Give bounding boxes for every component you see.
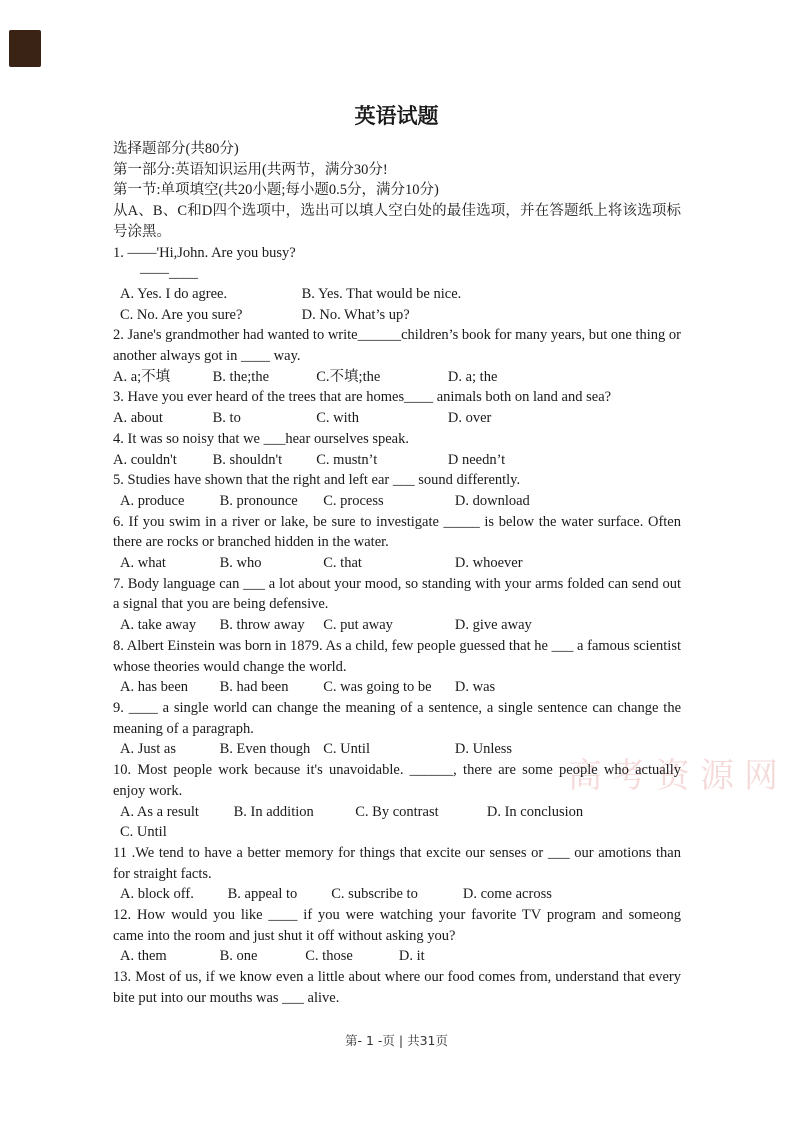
question-3	[113, 387, 681, 428]
question-stem: 2. Jane's grandmother had wanted to write______children’s book for many years, but one thing or another always got in ____ way.	[113, 327, 681, 365]
section-instructions: 从A、B、C和D四个选项中，选出可以填人空白处的最佳选项，并在答题纸上将该选项标号涂黑。	[113, 203, 681, 240]
option-a: A. produce	[120, 492, 185, 509]
option-row	[113, 408, 681, 429]
option-row	[113, 615, 681, 636]
option-b: B. throw away	[219, 617, 305, 634]
question-1	[113, 243, 681, 326]
option-d: D. it	[398, 948, 425, 965]
page-footer: 第- 1 -页 | 共31页	[345, 1033, 448, 1048]
option-d: D. come across	[462, 886, 552, 903]
option-a: A. about	[113, 410, 163, 427]
option-b: B. In addition	[233, 803, 314, 820]
option-c: C. Until	[323, 741, 370, 758]
page-title: 英语试题	[354, 104, 439, 128]
option-d: D. a; the	[447, 368, 498, 385]
option-b: B. Yes. That would be nice.	[301, 285, 462, 302]
option-b: B. shouldn't	[212, 451, 283, 468]
option-c: C. No. Are you sure?	[120, 306, 243, 323]
corner-stamp	[9, 30, 41, 67]
option-b: B. who	[219, 555, 262, 572]
option-c: C. that	[323, 555, 362, 572]
option-b: B. had been	[219, 679, 289, 696]
option-d: D. give away	[454, 617, 532, 634]
option-d: D. was	[454, 679, 496, 696]
option-row	[113, 305, 681, 326]
option-c: C. process	[323, 492, 384, 509]
question-stem: 8. Albert Einstein was born in 1879. As a child, few people guessed that he ___ a famous scientist whose theories would change the world.	[113, 637, 681, 675]
option-b: B. to	[212, 410, 241, 427]
section-heading-cloze: 第一节:单项填空(共20小题;每小题0.5分，满分10分)	[113, 182, 439, 199]
question-stem: 10. Most people work because it's unavoidable. ______, there are some people who actually enjoy work.	[113, 762, 681, 799]
option-c: C. put away	[323, 617, 393, 634]
question-10	[113, 760, 681, 843]
question-stem: 12. How would you like ____ if you were watching your favorite TV program and someong came into the room and just shut it off without asking you?	[113, 907, 681, 944]
question-2	[113, 325, 681, 387]
option-row	[113, 553, 681, 574]
option-b: B. one	[219, 948, 258, 965]
question-11	[113, 843, 681, 905]
option-a: A. what	[120, 555, 166, 572]
option-row	[113, 450, 681, 471]
option-b: B. pronounce	[219, 492, 298, 509]
option-c: C. mustn’t	[316, 451, 378, 468]
question-8	[113, 636, 681, 698]
question-stem: 13. Most of us, if we know even a little about where our food comes from, understand that every bite put into our mouths was ___ alive.	[113, 969, 681, 1006]
question-9	[113, 698, 681, 760]
option-d: D. No. What’s up?	[301, 306, 410, 323]
option-a: A. Yes. I do agree.	[120, 285, 228, 302]
question-stem: 4. It was so noisy that we ___hear ourselves speak.	[113, 430, 409, 447]
option-d: D. In conclusion	[486, 803, 584, 820]
option-a: A. As a result	[120, 803, 199, 820]
option-d: D. over	[447, 410, 492, 427]
option-a: A. block off.	[120, 886, 194, 903]
question-7	[113, 574, 681, 636]
question-stem: 6. If you swim in a river or lake, be sure to investigate _____ is below the water surface. Often there are rocks or branched hidden in the water.	[113, 513, 681, 551]
option-row	[113, 802, 681, 823]
option-d: D. download	[454, 492, 530, 509]
question-stem: 7. Body language can ___ a lot about your mood, so standing with your arms folded can send out a signal that you are being defensive.	[113, 575, 681, 613]
section-heading-part-one: 第一部分:英语知识运用(共两节，满分30分!	[113, 161, 388, 178]
question-stem: 1. ——'Hi,John. Are you busy?	[113, 244, 296, 261]
question-stem: 11 .We tend to have a better memory for things that excite our senses or ___ our amotions than for straight facts.	[113, 844, 681, 882]
option-row	[113, 946, 681, 967]
option-c: C.不填;the	[316, 368, 381, 385]
option-a: A. a;不填	[113, 368, 171, 385]
option-a: A. has been	[120, 679, 189, 696]
option-row	[113, 677, 681, 698]
option-c: C. was going to be	[323, 679, 432, 696]
question-6	[113, 512, 681, 574]
option-row	[113, 884, 681, 905]
question-4	[113, 429, 681, 470]
option-row	[113, 491, 681, 512]
option-c: C. those	[305, 948, 353, 965]
option-c-stray: C. Until	[120, 824, 167, 841]
option-row-stray	[113, 822, 681, 843]
question-stem: 9. ____ a single world can change the meaning of a sentence, a single sentence can change the meaning of a paragraph.	[113, 699, 681, 737]
option-b: B. appeal to	[227, 886, 298, 903]
option-d: D needn’t	[447, 451, 506, 468]
question-stem: 3. Have you ever heard of the trees that are homes____ animals both on land and sea?	[113, 389, 612, 406]
watermark-text: 高考资源网	[568, 756, 788, 796]
option-a: A. couldn't	[113, 451, 177, 468]
question-stem: 5. Studies have shown that the right and left ear ___ sound differently.	[113, 472, 521, 489]
option-a: A. take away	[120, 617, 197, 634]
option-row	[113, 739, 681, 760]
option-a: A. Just as	[120, 741, 176, 758]
option-b: B. Even though	[219, 741, 311, 758]
exam-body	[113, 139, 681, 1009]
option-d: D. whoever	[454, 555, 523, 572]
option-a: A. them	[120, 948, 167, 965]
question-13	[113, 967, 681, 1008]
option-c: C. By contrast	[355, 803, 439, 820]
option-row	[113, 367, 681, 388]
question-reply-blank: ——____	[140, 265, 198, 282]
question-12	[113, 905, 681, 967]
option-c: C. subscribe to	[331, 886, 418, 903]
question-5	[113, 470, 681, 511]
option-b: B. the;the	[212, 368, 270, 385]
option-row	[113, 284, 681, 305]
option-d: D. Unless	[454, 741, 513, 758]
section-heading-choice-part: 选择题部分(共80分)	[113, 141, 239, 157]
option-c: C. with	[316, 410, 359, 427]
